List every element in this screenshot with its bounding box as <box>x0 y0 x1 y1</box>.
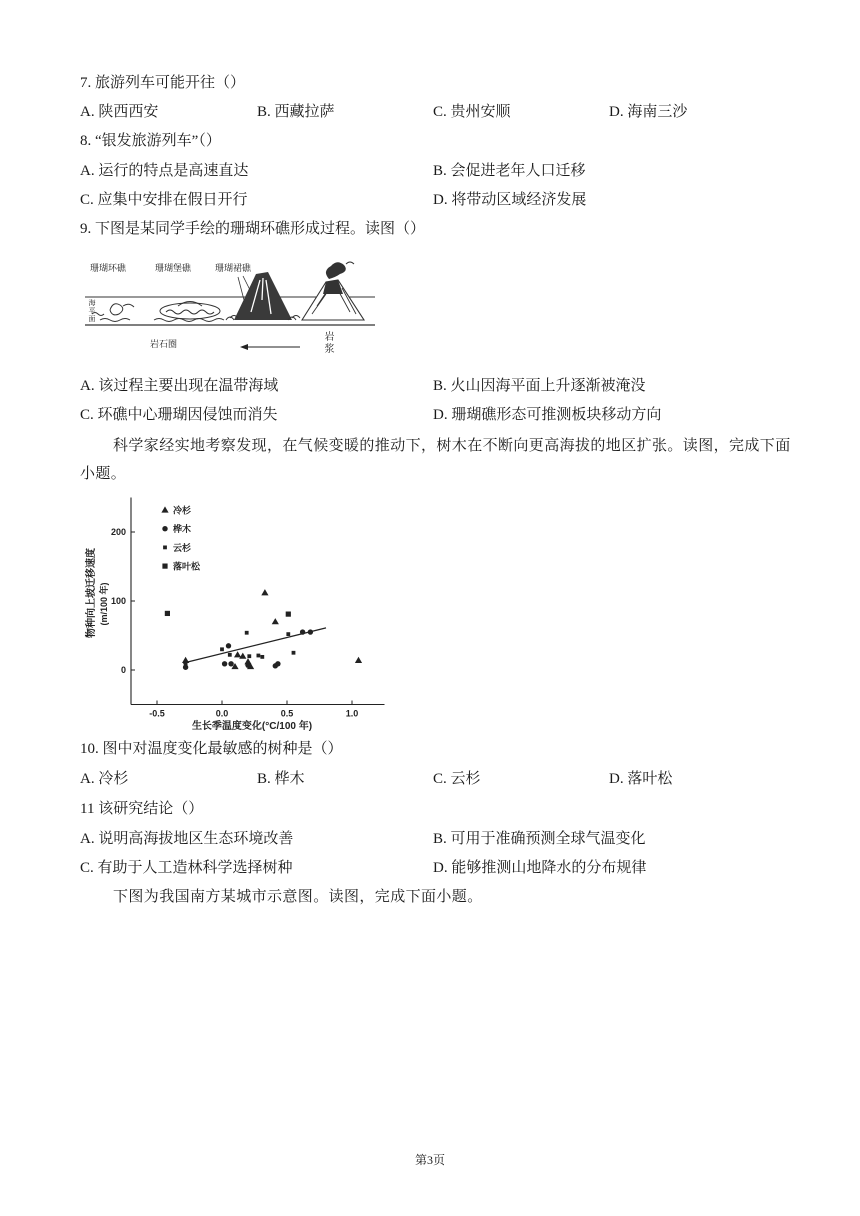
q8-option-c: C. 应集中安排在假日开行 <box>80 192 248 208</box>
scatter-point-s0-1 <box>272 618 279 624</box>
scatter-point-s1-5 <box>245 662 250 667</box>
scatter-point-s0-4 <box>234 651 241 657</box>
legend-marker-0 <box>161 506 168 512</box>
page-number: 第3页 <box>414 1153 445 1167</box>
scatter-point-s0-5 <box>239 653 246 659</box>
scatter-point-s0-2 <box>355 657 362 663</box>
label-barrier-reef: 珊瑚堡礁 <box>155 264 192 274</box>
y-axis-unit: (m/100 年) <box>99 582 109 626</box>
scatter-point-s1-7 <box>275 661 280 666</box>
legend-marker-1 <box>162 526 167 531</box>
x-tick-label: 1.0 <box>345 708 359 719</box>
label-magma: 岩浆 <box>322 331 333 355</box>
scatter-point-s1-0 <box>300 629 305 634</box>
next-intro-paragraph: 下图为我国南方某城市示意图。读图，完成下面小题。 <box>113 889 483 905</box>
barrier-reef-sketch <box>154 302 224 322</box>
label-fringing-reef: 珊瑚裙礁 <box>215 264 252 274</box>
q11-option-d: D. 能够推测山地降水的分布规律 <box>433 860 647 876</box>
scatter-point-s3-1 <box>286 612 291 617</box>
arrow-head-icon <box>240 344 248 350</box>
legend-label-0: 冷杉 <box>173 505 192 516</box>
scatter-point-s2-4 <box>260 655 264 659</box>
scatter-point-s2-0 <box>245 631 249 635</box>
q7-stem: 7. 旅游列车可能开往（） <box>80 75 246 91</box>
q7-option-d: D. 海南三沙 <box>609 104 688 120</box>
x-axis-label: 生长季温度变化(°C/100 年) <box>191 721 313 732</box>
volcano-plume <box>326 262 346 279</box>
label-sea-level: 海平面 <box>88 299 96 323</box>
q8-option-a: A. 运行的特点是高速直达 <box>80 163 249 179</box>
q7-option-a: A. 陕西西安 <box>80 104 159 120</box>
scatter-point-s1-1 <box>308 629 313 634</box>
scatter-point-s2-8 <box>257 654 261 658</box>
q9-option-a: A. 该过程主要出现在温带海域 <box>80 378 279 394</box>
x-tick-label: -0.5 <box>149 708 165 719</box>
coral-atoll-diagram <box>80 250 380 365</box>
scatter-point-s1-3 <box>222 661 227 666</box>
q11-stem: 11 该研究结论（） <box>80 801 204 817</box>
label-lithosphere: 岩石圈 <box>150 340 178 350</box>
q9-option-d: D. 珊瑚礁形态可推测板块移动方向 <box>433 407 662 423</box>
label-atoll: 珊瑚环礁 <box>90 264 127 274</box>
q7-option-b: B. 西藏拉萨 <box>257 104 335 120</box>
q10-option-c: C. 云杉 <box>433 771 481 787</box>
scatter-point-s2-1 <box>220 647 224 651</box>
q10-option-d: D. 落叶松 <box>609 771 673 787</box>
y-tick-label: 0 <box>120 665 126 675</box>
scatter-point-s2-2 <box>228 653 232 657</box>
intro-paragraph-line-1: 科学家经实地考察发现，在气候变暖的推动下，树木在不断向更高海拔的地区扩张。读图，完成下面 <box>113 438 791 454</box>
q9-option-b: B. 火山因海平面上升逐渐被淹没 <box>433 378 646 394</box>
scatter-point-s1-2 <box>226 643 231 648</box>
q11-option-a: A. 说明高海拔地区生态环境改善 <box>80 831 294 847</box>
y-axis-label: 物种向上坡迁移速度 <box>86 548 97 638</box>
q10-stem: 10. 图中对温度变化最敏感的树种是（） <box>80 741 343 757</box>
legend-marker-2 <box>163 546 167 550</box>
q8-stem: 8. “银发旅游列车”（） <box>80 133 221 149</box>
legend-marker-3 <box>162 564 167 569</box>
fringing-reef-volcano <box>226 272 300 320</box>
q11-option-c: C. 有助于人工造林科学选择树种 <box>80 860 293 876</box>
tree-migration-scatter-chart <box>80 490 390 735</box>
legend-label-2: 云杉 <box>173 542 192 553</box>
scatter-point-s2-5 <box>292 651 296 655</box>
atoll-sketch <box>92 304 134 322</box>
scatter-point-s0-3 <box>182 657 189 663</box>
q7-option-c: C. 贵州安顺 <box>433 104 511 120</box>
x-tick-label: 0.0 <box>215 708 229 719</box>
q9-stem: 9. 下图是某同学手绘的珊瑚环礁形成过程。读图（） <box>80 221 426 237</box>
q10-option-a: A. 冷杉 <box>80 771 129 787</box>
q8-option-b: B. 会促进老年人口迁移 <box>433 163 586 179</box>
chart-canvas <box>80 490 390 735</box>
scatter-point-s2-7 <box>184 663 188 667</box>
intro-paragraph-line-2: 小题。 <box>80 466 127 482</box>
q11-option-b: B. 可用于准确预测全球气温变化 <box>433 831 646 847</box>
scatter-point-s0-0 <box>261 589 268 595</box>
y-tick-label: 100 <box>110 596 126 606</box>
q10-option-b: B. 桦木 <box>257 771 305 787</box>
scatter-point-s2-3 <box>247 654 251 658</box>
scatter-point-s1-4 <box>228 661 233 666</box>
legend-label-3: 落叶松 <box>173 561 201 572</box>
x-tick-label: 0.5 <box>280 708 294 719</box>
active-volcano <box>302 262 364 320</box>
scatter-point-s2-6 <box>286 632 290 636</box>
legend-label-1: 桦木 <box>173 524 192 535</box>
q8-option-d: D. 将带动区域经济发展 <box>433 192 587 208</box>
scatter-point-s3-0 <box>165 611 170 616</box>
y-tick-label: 200 <box>110 527 126 537</box>
q9-option-c: C. 环礁中心珊瑚因侵蚀而消失 <box>80 407 278 423</box>
